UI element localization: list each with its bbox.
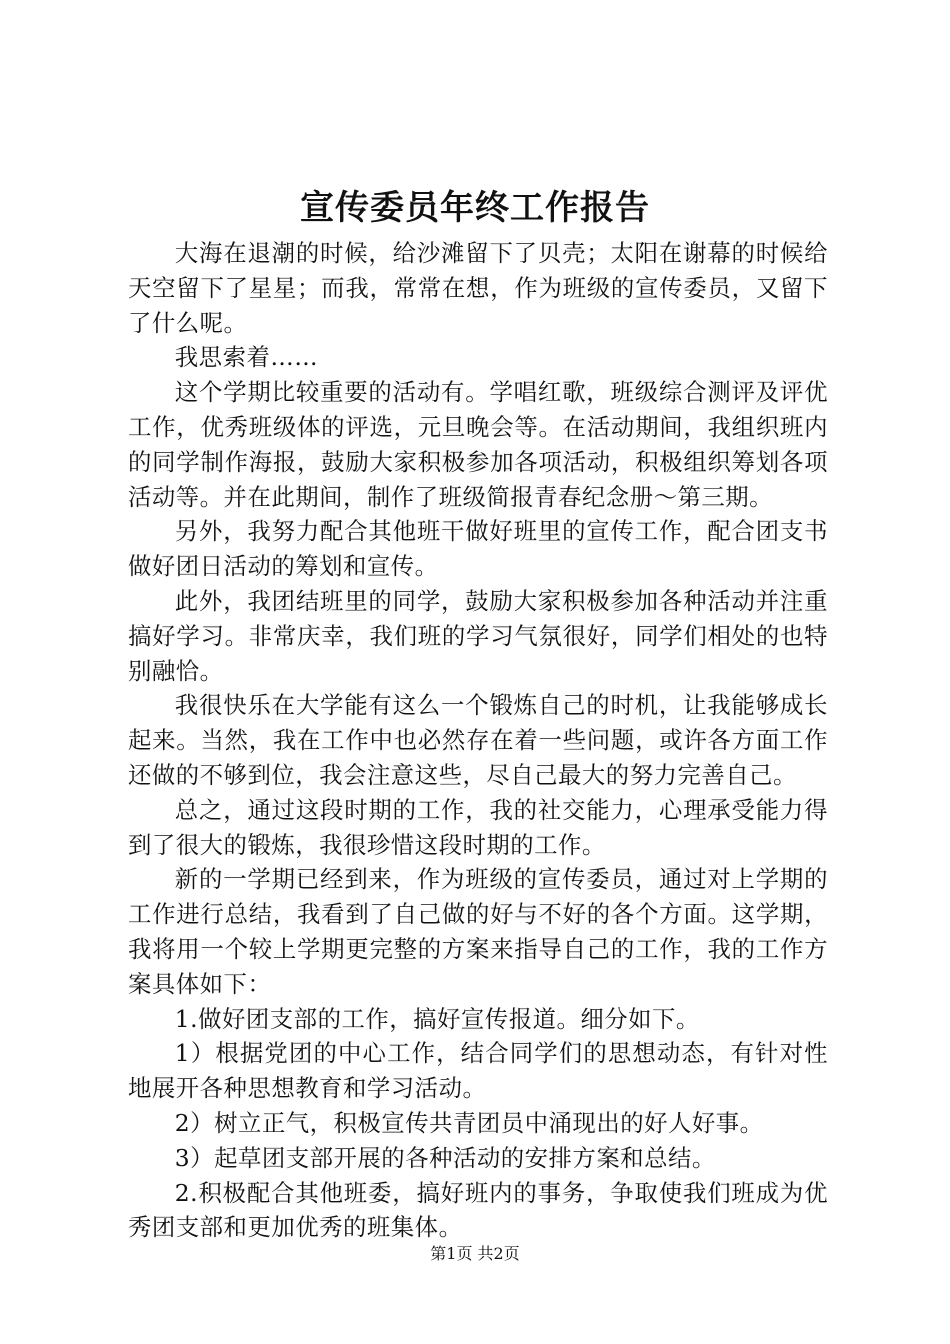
paragraph: 另外，我努力配合其他班干做好班里的宣传工作，配合团支书做好团日活动的筹划和宣传。 [128, 517, 828, 581]
list-item: 2）树立正气，积极宣传共青团员中涌现出的好人好事。 [174, 1108, 764, 1137]
document-body [128, 236, 828, 1245]
list-item: 1.做好团支部的工作，搞好宣传报道。细分如下。 [174, 1004, 700, 1033]
paragraph: 大海在退潮的时候，给沙滩留下了贝壳；太阳在谢幕的时候给天空留下了星星；而我，常常在想，作为班级的宣传委员，又留下了什么呢。 [128, 239, 828, 337]
paragraph: 总之，通过这段时期的工作，我的社交能力，心理承受能力得到了很大的锻炼，我很珍惜这段时期的工作。 [128, 795, 828, 859]
paragraph: 此外，我团结班里的同学，鼓励大家积极参加各种活动并注重搞好学习。非常庆幸，我们班的学习气氛很好，同学们相处的也特别融恰。 [128, 586, 828, 685]
document-title: 宣传委员年终工作报告 [300, 188, 650, 228]
paragraph: 我思索着…… [174, 343, 319, 372]
list-item: 2.积极配合其他班委，搞好班内的事务，争取使我们班成为优秀团支部和更加优秀的班集体。 [128, 1178, 828, 1242]
page-footer: 第1页 共2页 [430, 1244, 520, 1263]
paragraph: 新的一学期已经到来，作为班级的宣传委员，通过对上学期的工作进行总结，我看到了自己做的好与不好的各个方面。这学期，我将用一个较上学期更完整的方案来指导自己的工作，我的工作方案具体如下： [128, 865, 828, 998]
paragraph: 这个学期比较重要的活动有。学唱红歌，班级综合测评及评优工作，优秀班级体的评选，元旦晚会等。在活动期间，我组织班内的同学制作海报，鼓励大家积极参加各项活动，积极组织筹划各项活动等。并在此期间，制作了班级简报青春纪念册～第三期。 [128, 378, 828, 511]
list-item: 1）根据党团的中心工作，结合同学们的思想动态，有针对性地展开各种思想教育和学习活动。 [128, 1039, 828, 1103]
list-item: 3）起草团支部开展的各种活动的安排方案和总结。 [174, 1143, 716, 1172]
paragraph: 我很快乐在大学能有这么一个锻炼自己的时机，让我能够成长起来。当然，我在工作中也必然存在着一些问题，或许各方面工作还做的不够到位，我会注意这些，尽自己最大的努力完善自己。 [128, 691, 828, 789]
